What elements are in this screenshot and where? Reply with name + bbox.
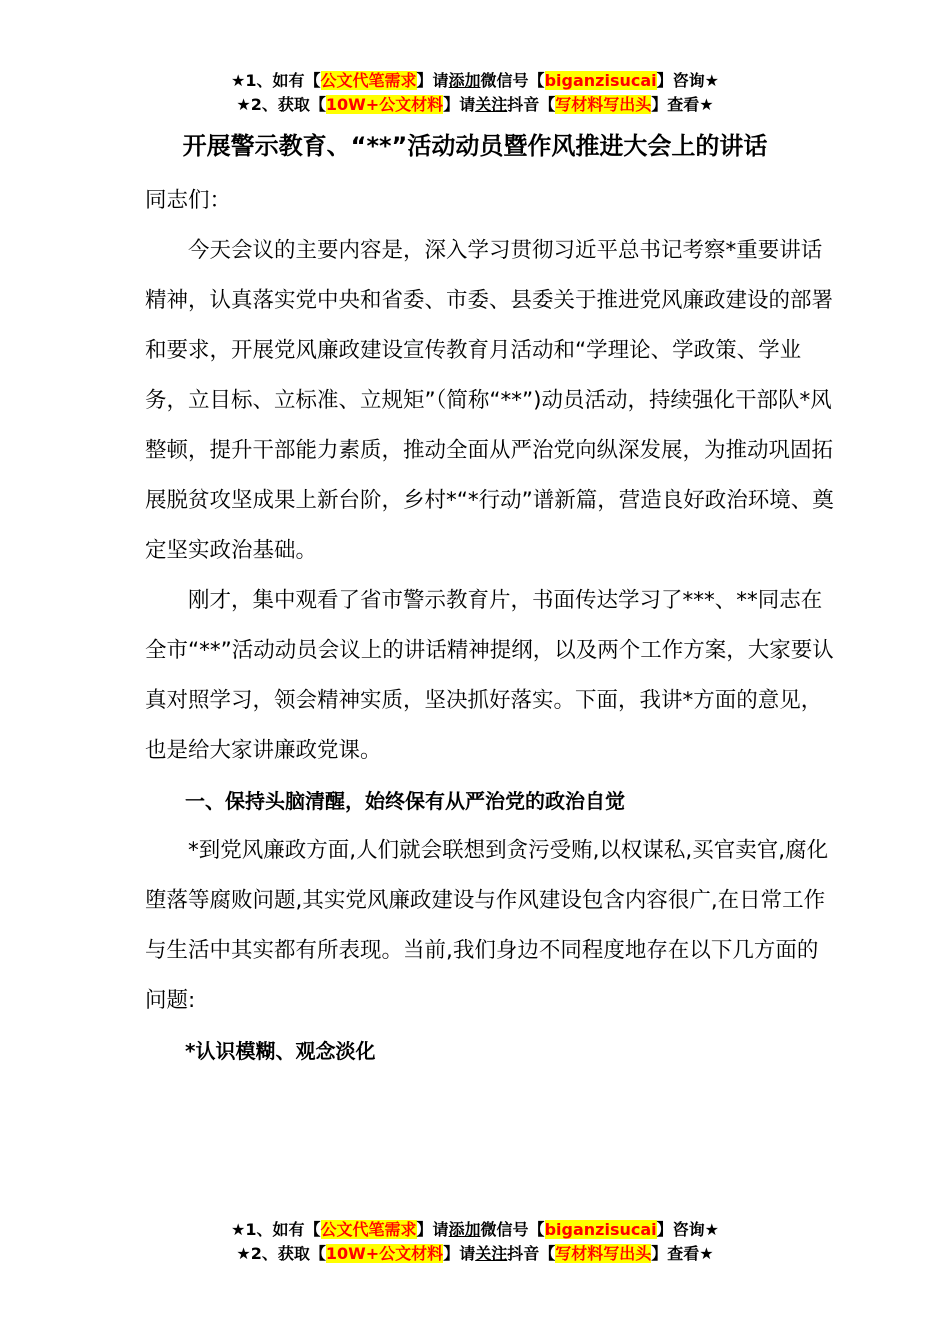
promo-text: 微信号【 — [480, 1220, 545, 1239]
promo-underline: 关注 — [475, 95, 508, 114]
promo-text: ★1、如有【 — [231, 71, 321, 90]
promo-text: 】咨询★ — [656, 1220, 719, 1239]
header-promo-line-2 — [0, 94, 950, 116]
promo-highlight: 10W+公文材料 — [325, 95, 444, 114]
paragraph-2: 刚才，集中观看了省市警示教育片，书面传达学习了***、**同志在全市“**”活动动员会议上的讲话精神提纲，以及两个工作方案，大家要认真对照学习，领会精神实质，坚决抓好落实。下面，我讲*方面的意见，也是给大家讲廉政党课。 — [145, 588, 834, 763]
promo-highlight: 公文代笔需求 — [320, 1220, 417, 1239]
promo-underline: 添加 — [448, 71, 481, 90]
promo-text: 抖音【 — [507, 95, 556, 114]
promo-underline: 添加 — [448, 1220, 481, 1239]
promo-text: ★2、获取【 — [236, 1244, 326, 1263]
promo-text: 抖音【 — [507, 1244, 556, 1263]
promo-wechat-id: biganzisucai — [544, 1220, 657, 1239]
promo-wechat-id: biganzisucai — [544, 71, 657, 90]
promo-text: 】请 — [443, 95, 476, 114]
section-heading-1: 一、保持头脑清醒，始终保有从严治党的政治自觉 — [185, 789, 625, 813]
promo-text: 】查看★ — [651, 95, 714, 114]
promo-text: 微信号【 — [480, 71, 545, 90]
subsection-heading-1: *认识模糊、观念淡化 — [185, 1039, 376, 1063]
salutation: 同志们： — [145, 188, 232, 213]
promo-text: ★1、如有【 — [231, 1220, 321, 1239]
promo-text: 】查看★ — [651, 1244, 714, 1263]
promo-douyin-id: 写材料写出头 — [555, 1244, 652, 1263]
promo-text: 】咨询★ — [656, 71, 719, 90]
document-title: 开展警示教育、“**”活动动员暨作风推进大会上的讲话 — [182, 132, 768, 160]
footer-promo-line-2 — [0, 1243, 950, 1265]
promo-douyin-id: 写材料写出头 — [555, 95, 652, 114]
promo-text: 】请 — [416, 71, 449, 90]
promo-underline: 关注 — [475, 1244, 508, 1263]
paragraph-1: 今天会议的主要内容是，深入学习贯彻习近平总书记考察*重要讲话精神，认真落实党中央和省委、市委、县委关于推进党风廉政建设的部署和要求，开展党风廉政建设宣传教育月活动和“学理论、学政策、学业务，立目标、立标准、立规矩”（简称“**”)动员活动，持续强化干部队*风整顿，提升干部能力素质，推动全面从严治党向纵深发展，为推动巩固拓展脱贫攻坚成果上新台阶，乡村*“*行动”谱新篇，营造良好政治环境、奠定坚实政治基础。 — [145, 238, 834, 563]
promo-highlight: 10W+公文材料 — [325, 1244, 444, 1263]
footer-promo-line-1 — [0, 1219, 950, 1241]
promo-highlight: 公文代笔需求 — [320, 71, 417, 90]
document-body — [145, 176, 835, 1076]
header-promo-line-1 — [0, 70, 950, 92]
promo-text: ★2、获取【 — [236, 95, 326, 114]
promo-text: 】请 — [443, 1244, 476, 1263]
promo-text: 】请 — [416, 1220, 449, 1239]
paragraph-3: *到党风廉政方面,人们就会联想到贪污受贿,以权谋私,买官卖官,腐化堕落等腐败问题,其实党风廉政建设与作风建设包含内容很广,在日常工作与生活中其实都有所表现。当前,我们身边不同程度地存在以下几方面的问题: — [145, 838, 829, 1013]
